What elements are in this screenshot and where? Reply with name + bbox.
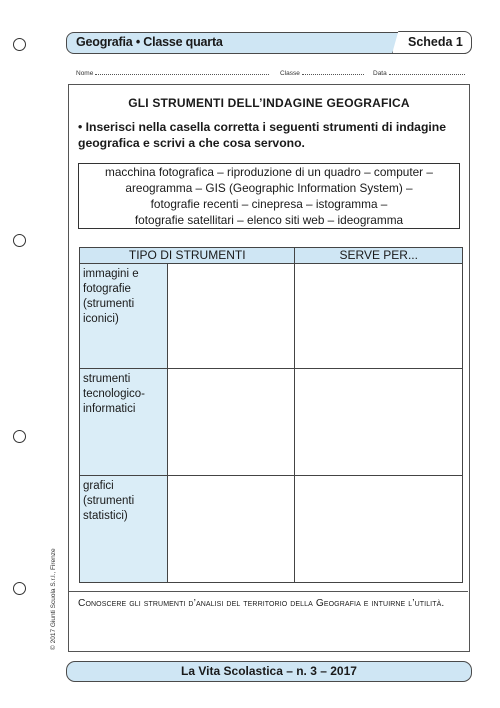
date-field[interactable] <box>373 68 465 77</box>
learning-objective: Conoscere gli strumenti d’analisi del territorio della Geografia e intuirne l’utilità. <box>78 598 445 609</box>
word-box-line: areogramma – GIS (Geographic Information System) – <box>125 181 413 195</box>
answer-cell-purpose[interactable] <box>295 369 463 476</box>
class-field[interactable] <box>280 68 364 77</box>
answer-cell-purpose[interactable] <box>295 264 463 369</box>
subject-title: Geografia • Classe quarta <box>76 35 223 49</box>
class-line[interactable] <box>302 68 364 75</box>
instruction-text: Inserisci nella casella corretta i seguenti strumenti di indagine geografica e scrivi a che cosa servono. <box>78 120 447 150</box>
word-box-line: fotografie satellitari – elenco siti web – ideogramma <box>134 213 404 227</box>
binder-hole <box>13 430 26 443</box>
word-box-line: macchina fotografica – riproduzione di un quadro – computer – <box>105 165 433 179</box>
row-label-iconic: immagini e fotografie (strumenti iconici) <box>80 264 168 369</box>
name-label: Nome <box>76 70 94 77</box>
column-header-type: TIPO DI STRUMENTI <box>80 248 295 264</box>
word-box-line: fotografie recenti – cinepresa – istogramma – <box>150 197 388 211</box>
table-row <box>80 264 463 369</box>
row-label-tech: strumenti tecnologico-informatici <box>80 369 168 476</box>
table-header-row <box>80 248 463 264</box>
binder-hole <box>13 38 26 51</box>
table-row <box>80 369 463 476</box>
name-field[interactable] <box>76 68 269 77</box>
date-line[interactable] <box>389 68 465 75</box>
objective-divider <box>69 591 468 592</box>
answer-cell-tool[interactable] <box>167 476 295 583</box>
worksheet-title: GLI STRUMENTI DELL’INDAGINE GEOGRAFICA <box>128 96 410 110</box>
table-row <box>80 476 463 583</box>
sheet-label: Scheda 1 <box>408 35 463 49</box>
answer-cell-tool[interactable] <box>167 264 295 369</box>
binder-hole <box>13 582 26 595</box>
word-box <box>78 163 460 229</box>
row-label-stats: grafici (strumenti statistici) <box>80 476 168 583</box>
name-line[interactable] <box>95 68 269 75</box>
footer-bar: La Vita Scolastica – n. 3 – 2017 <box>66 661 472 682</box>
copyright-notice: © 2017 Giunti Scuola S.r.l., Firenze <box>50 548 57 650</box>
answer-cell-purpose[interactable] <box>295 476 463 583</box>
answer-cell-tool[interactable] <box>167 369 295 476</box>
column-header-purpose: SERVE PER... <box>295 248 463 264</box>
answer-table <box>79 247 463 583</box>
bullet: • <box>78 120 83 134</box>
date-label: Data <box>373 70 387 77</box>
binder-hole <box>13 234 26 247</box>
class-label: Classe <box>280 70 300 77</box>
instruction <box>78 120 460 151</box>
